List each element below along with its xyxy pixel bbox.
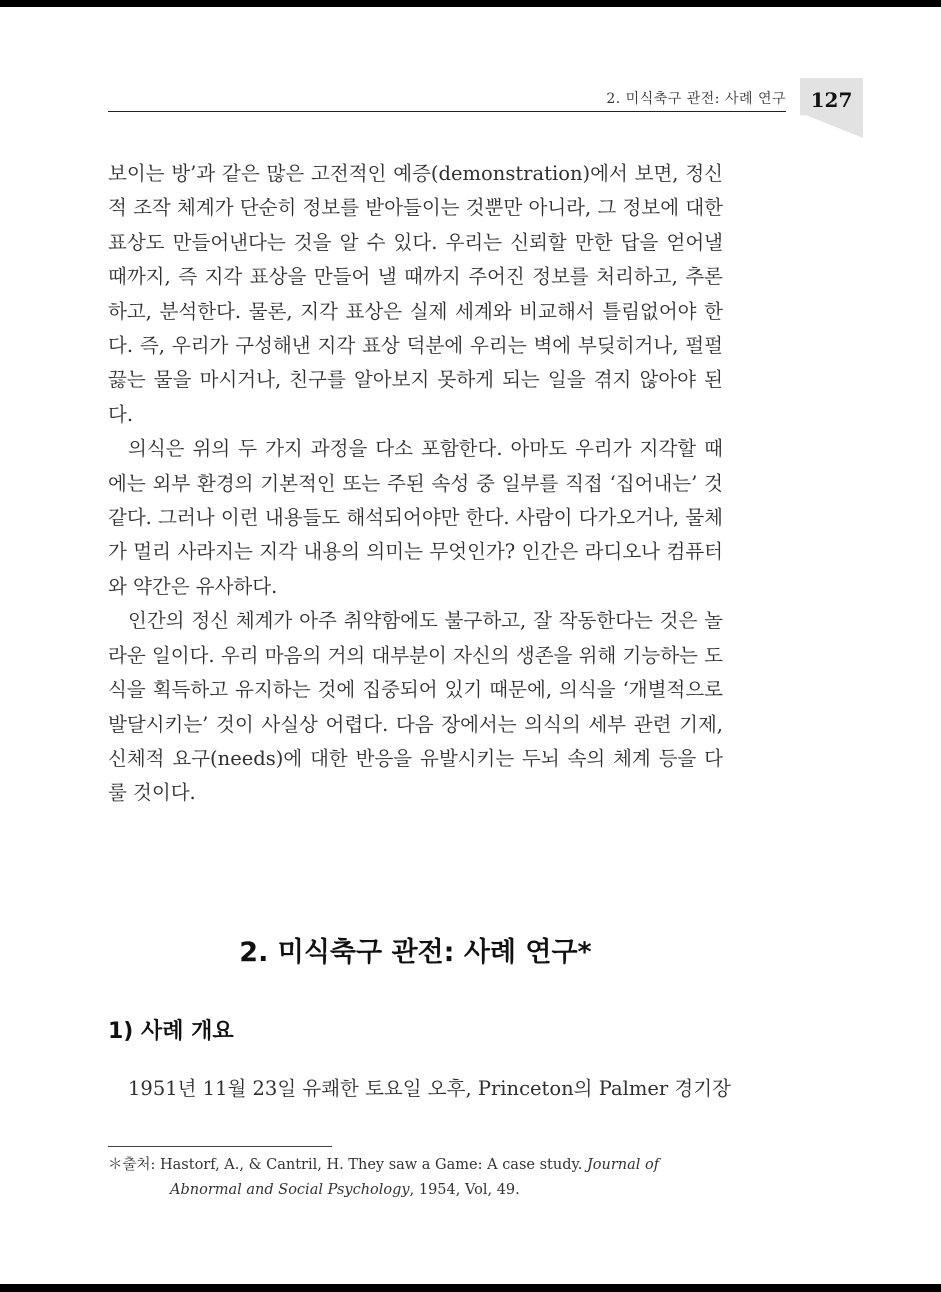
footnote-journal-a: Journal of: [586, 1157, 660, 1173]
footnote-journal-b: Abnormal and Social Psychology: [170, 1182, 410, 1198]
subsection-title: 1) 사례 개요: [108, 1019, 234, 1044]
section-first-line: 1951년 11월 23일 유쾌한 토요일 오후, Princeton의 Palmer 경기장: [128, 1077, 731, 1100]
footnote-rule: [108, 1146, 332, 1147]
page-number: 127: [810, 88, 853, 112]
section-title: 2. 미식축구 관전: 사례 연구*: [239, 937, 592, 968]
footnote: [108, 1153, 728, 1203]
running-head: 2. 미식축구 관전: 사례 연구: [606, 91, 786, 107]
footnote-citation: ＊출처: Hastorf, A., & Cantril, H. They saw a Game: A case study.: [108, 1157, 583, 1173]
top-border: [0, 0, 941, 7]
footnote-line-1: [108, 1153, 728, 1178]
bottom-border: [0, 1284, 941, 1292]
paragraph: 보이는 방’과 같은 많은 고전적인 예증(demonstration)에서 보면, 정신적 조작 체계가 단순히 정보를 받아들이는 것뿐만 아니라, 그 정보에 대한 표상도 만들어낸다는 것을 알 수 있다. 우리는 신뢰할 만한 답을 얻어낼 때까지, 즉 지각 표상을 만들어 낼 때까지 주어진 정보를 처리하고, 추론하고, 분석한다. 물론, 지각 표상은 실제 세계와 비교해서 틀림없어야 한다. 즉, 우리가 구성해낸 지각 표상 덕분에 우리는 벽에 부딪히거나, 펄펄 끓는 물을 마시거나, 친구를 알아보지 못하게 되는 일을 겪지 않아야 된다.: [108, 162, 723, 426]
paragraph: 의식은 위의 두 가지 과정을 다소 포함한다. 아마도 우리가 지각할 때에는 외부 환경의 기본적인 또는 주된 속성 중 일부를 직접 ‘집어내는’ 것 같다. 그러나 이런 내용들도 해석되어야만 한다. 사람이 다가오거나, 물체가 멀리 사라지는 지각 내용의 의미는 무엇인가? 인간은 라디오나 컴퓨터와 약간은 유사하다.: [108, 437, 723, 598]
footnote-line-2: [108, 1178, 728, 1203]
footnote-tail: , 1954, Vol, 49.: [409, 1182, 520, 1198]
header-rule: [108, 111, 786, 112]
paragraph: 인간의 정신 체계가 아주 취약함에도 불구하고, 잘 작동한다는 것은 놀라운 일이다. 우리 마음의 거의 대부분이 자신의 생존을 위해 기능하는 도식을 획득하고 유지하는 것에 집중되어 있기 때문에, 의식을 ‘개별적으로 발달시키는’ 것이 사실상 어렵다. 다음 장에서는 의식의 세부 관련 기제, 신체적 요구(needs)에 대한 반응을 유발시키는 두뇌 속의 체계 등을 다룰 것이다.: [108, 609, 723, 805]
body-text: [108, 157, 723, 811]
